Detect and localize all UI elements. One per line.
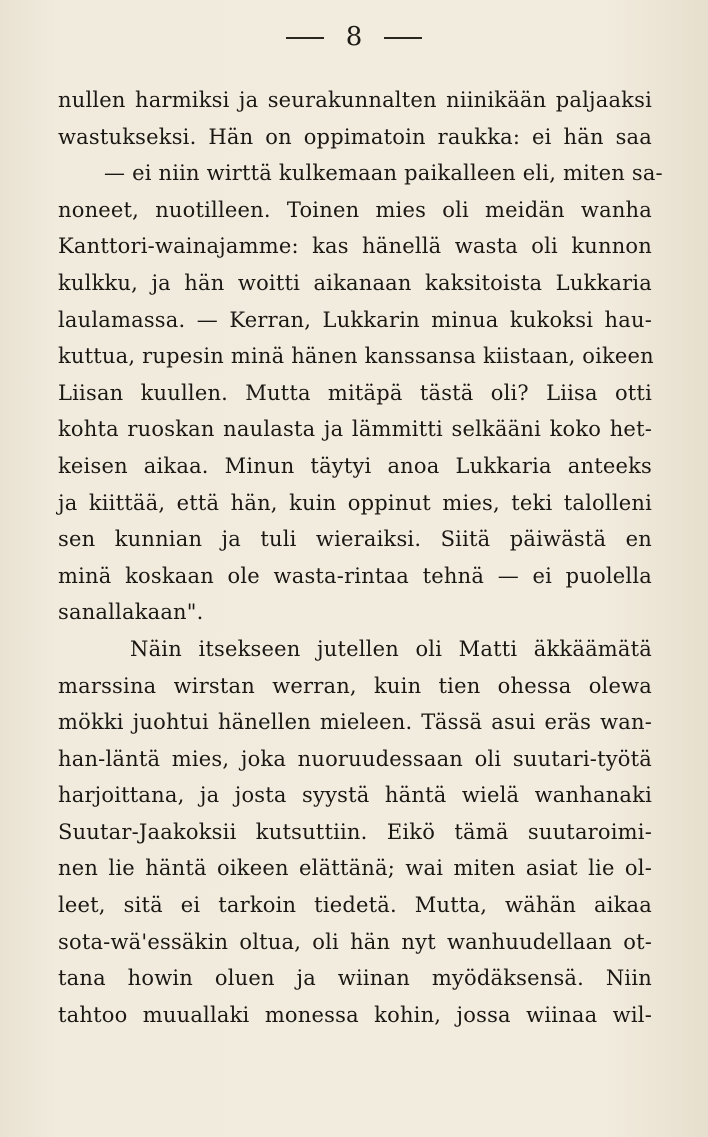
text-line: noneet, nuotilleen. Toinen mies oli meidän wanha bbox=[58, 197, 652, 222]
text-line: tana howin oluen ja wiinan myödäksensä. Niin bbox=[58, 966, 652, 991]
text-line: sen kunnian ja tuli wieraiksi. Siitä päiwästä en bbox=[58, 527, 652, 552]
text-line: tahtoo muuallaki monessa kohin, jossa wiinaa wil- bbox=[58, 1002, 652, 1027]
text-line: harjoittana, ja josta syystä häntä wielä wanhanaki bbox=[58, 783, 652, 808]
text-line: kulkku, ja hän woitti aikanaan kaksitoista Lukkaria bbox=[58, 270, 652, 295]
text-line: han-läntä mies, joka nuoruudessaan oli suutari-työtä bbox=[58, 746, 652, 771]
text-line: Suutar-Jaakoksii kutsuttiin. Eikö tämä suutaroimi- bbox=[58, 819, 652, 844]
header-dash-left bbox=[286, 37, 324, 39]
text-line: marssina wirstan werran, kuin tien ohessa olewa bbox=[58, 673, 652, 698]
text-line: — ei niin wirttä kulkemaan paikalleen eli, miten sa- bbox=[104, 161, 663, 186]
text-line: kohta ruoskan naulasta ja lämmitti selkääni koko het- bbox=[58, 417, 652, 442]
text-line: laulamassa. — Kerran, Lukkarin minua kukoksi hau- bbox=[58, 307, 652, 332]
text-line: keisen aikaa. Minun täytyi anoa Lukkaria anteeks bbox=[58, 453, 652, 478]
text-line: sanallakaan". bbox=[58, 600, 204, 625]
text-line: Liisan kuullen. Mutta mitäpä tästä oli? Liisa otti bbox=[58, 380, 652, 405]
text-line: mökki juohtui hänellen mieleen. Tässä asui eräs wan- bbox=[58, 710, 652, 735]
text-line: minä koskaan ole wasta-rintaa tehnä — ei puolella bbox=[58, 563, 652, 588]
page-number: 8 bbox=[345, 22, 363, 52]
text-line: nen lie häntä oikeen elättänä; wai miten asiat lie ol- bbox=[58, 856, 652, 881]
page-header bbox=[0, 22, 708, 52]
text-line: Kanttori-wainajamme: kas hänellä wasta oli kunnon bbox=[58, 234, 652, 259]
text-line: wastukseksi. Hän on oppimatoin raukka: ei hän saa bbox=[58, 124, 652, 149]
header-dash-right bbox=[384, 37, 422, 39]
body-text bbox=[58, 82, 663, 1033]
text-line: sota-wä'essäkin oltua, oli hän nyt wanhuudellaan ot- bbox=[58, 929, 652, 954]
text-line: kuttua, rupesin minä hänen kanssansa kiistaan, oikeen bbox=[58, 344, 654, 369]
text-line: nullen harmiksi ja seurakunnalten niinikään paljaaksi bbox=[58, 88, 652, 112]
text-line: Näin itsekseen jutellen oli Matti äkkäämätä bbox=[130, 636, 652, 661]
text-line: leet, sitä ei tarkoin tiedetä. Mutta, wähän aikaa bbox=[58, 893, 652, 918]
text-line: ja kiittää, että hän, kuin oppinut mies, teki talolleni bbox=[58, 490, 652, 515]
